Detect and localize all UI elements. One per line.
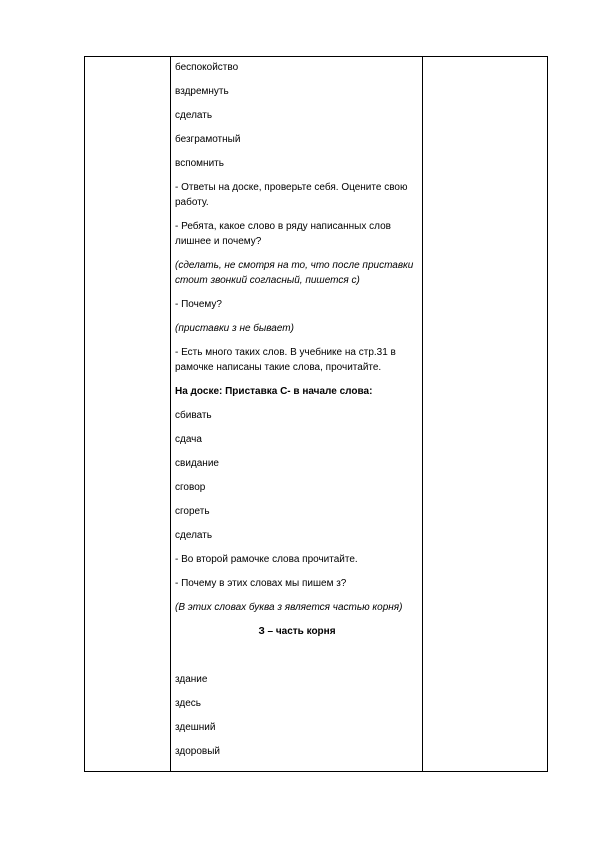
teacher-line: - Почему? xyxy=(175,299,222,310)
answer-line: (приставки з не бывает) xyxy=(175,323,294,334)
section-heading: З – часть корня xyxy=(258,626,336,637)
answer-line: (В этих словах буква з является частью корня) xyxy=(175,602,403,613)
teacher-line: - Ребята, какое слово в ряду написанных слов лишнее и почему? xyxy=(175,221,391,247)
teacher-line: - Есть много таких слов. В учебнике на стр.31 в рамочке написаны такие слова, прочитайте. xyxy=(175,347,396,373)
teacher-line: - Почему в этих словах мы пишем з? xyxy=(175,578,347,589)
word-line: сдача xyxy=(175,434,202,445)
word-line: сделать xyxy=(175,530,213,541)
teacher-line: - Во второй рамочке слова прочитайте. xyxy=(175,554,358,565)
table-column-divider-right xyxy=(422,56,423,772)
word-line: здесь xyxy=(175,698,201,709)
answer-line: (сделать, не смотря на то, что после приставки стоит звонкий согласный, пишется с) xyxy=(175,260,414,286)
word-line: здешний xyxy=(175,722,216,733)
board-heading: На доске: Приставка С- в начале слова: xyxy=(175,386,373,397)
table-column-divider-left xyxy=(170,56,171,772)
teacher-line: - Ответы на доске, проверьте себя. Оцените свою работу. xyxy=(175,182,408,208)
word-line: сделать xyxy=(175,110,213,121)
word-line: здоровый xyxy=(175,746,220,757)
word-line: вспомнить xyxy=(175,158,224,169)
word-line: сбивать xyxy=(175,410,212,421)
word-line: сговор xyxy=(175,482,206,493)
word-line: вздремнуть xyxy=(175,86,229,97)
word-line: сгореть xyxy=(175,506,210,517)
word-line: свидание xyxy=(175,458,219,469)
lesson-content-cell xyxy=(175,60,419,759)
word-line: здание xyxy=(175,674,208,685)
word-line: безграмотный xyxy=(175,134,241,145)
word-line: беспокойство xyxy=(175,62,239,73)
